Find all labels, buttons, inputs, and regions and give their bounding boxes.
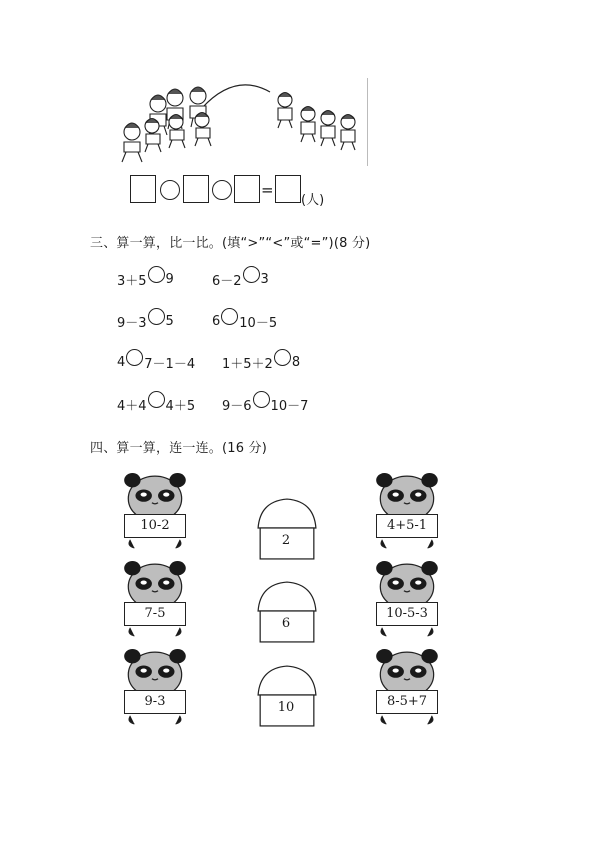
answer-box[interactable] (234, 175, 260, 203)
compare-item (212, 312, 277, 334)
compare-right: 3 (260, 272, 269, 287)
compare-item (117, 395, 195, 417)
compare-circle[interactable] (243, 266, 260, 283)
panda-card[interactable] (376, 560, 448, 640)
compare-left: 1＋5＋2 (222, 357, 273, 372)
operator-circle[interactable] (160, 180, 180, 200)
panda-card[interactable] (376, 472, 448, 552)
section3-heading: 三、算一算，比一比。(填“>”“<”或“=”)(8 分) (90, 236, 371, 251)
equals-sign: = (261, 181, 274, 199)
panda-card[interactable] (124, 560, 196, 640)
panda-icon (124, 648, 188, 726)
unit-label: (人) (301, 193, 325, 208)
compare-item (222, 353, 300, 375)
house-number: 6 (281, 616, 291, 631)
panda-icon (376, 648, 440, 726)
panda-icon (124, 560, 188, 638)
panda-card[interactable] (376, 648, 448, 728)
compare-right: 9 (165, 272, 174, 287)
compare-item (222, 395, 308, 417)
panda-expression: 4+5-1 (376, 514, 438, 538)
panda-icon (376, 472, 440, 550)
panda-expression: 10-2 (124, 514, 186, 538)
compare-right: 7－1－4 (144, 357, 196, 372)
answer-box[interactable] (183, 175, 209, 203)
answer-box[interactable] (130, 175, 156, 203)
compare-left: 9－3 (117, 316, 147, 331)
house-card[interactable] (256, 497, 318, 561)
compare-left: 9－6 (222, 399, 252, 414)
compare-left: 6 (212, 314, 221, 329)
compare-circle[interactable] (126, 349, 143, 366)
compare-circle[interactable] (148, 391, 165, 408)
compare-right: 5 (165, 314, 174, 329)
compare-circle[interactable] (221, 308, 238, 325)
panda-icon (376, 560, 440, 638)
panda-expression: 7-5 (124, 602, 186, 626)
section4-heading: 四、算一算，连一连。(16 分) (90, 441, 268, 456)
compare-left: 4 (117, 355, 126, 370)
compare-item (117, 312, 174, 334)
house-card[interactable] (256, 664, 318, 728)
illustration-edge (367, 78, 368, 166)
house-number: 10 (277, 700, 295, 715)
compare-left: 6－2 (212, 274, 242, 289)
panda-card[interactable] (124, 648, 196, 728)
panda-expression: 9-3 (124, 690, 186, 714)
answer-box[interactable] (275, 175, 301, 203)
house-icon (256, 664, 318, 728)
panda-card[interactable] (124, 472, 196, 552)
panda-expression: 10-5-3 (376, 602, 438, 626)
house-card[interactable] (256, 580, 318, 644)
house-icon (256, 580, 318, 644)
children-jump-rope-illustration (110, 78, 368, 168)
compare-left: 3＋5 (117, 274, 147, 289)
compare-right: 10－5 (239, 316, 278, 331)
compare-circle[interactable] (274, 349, 291, 366)
panda-icon (124, 472, 188, 550)
compare-circle[interactable] (148, 266, 165, 283)
compare-right: 10－7 (270, 399, 309, 414)
compare-left: 4＋4 (117, 399, 147, 414)
compare-circle[interactable] (253, 391, 270, 408)
house-number: 2 (281, 533, 291, 548)
compare-right: 4＋5 (165, 399, 196, 414)
panda-expression: 8-5+7 (376, 690, 438, 714)
compare-item (212, 270, 269, 292)
compare-right: 8 (291, 355, 301, 370)
jump-rope-drawing (110, 78, 368, 168)
compare-item (117, 353, 195, 375)
house-icon (256, 497, 318, 561)
compare-item (117, 270, 174, 292)
compare-circle[interactable] (148, 308, 165, 325)
operator-circle[interactable] (212, 180, 232, 200)
